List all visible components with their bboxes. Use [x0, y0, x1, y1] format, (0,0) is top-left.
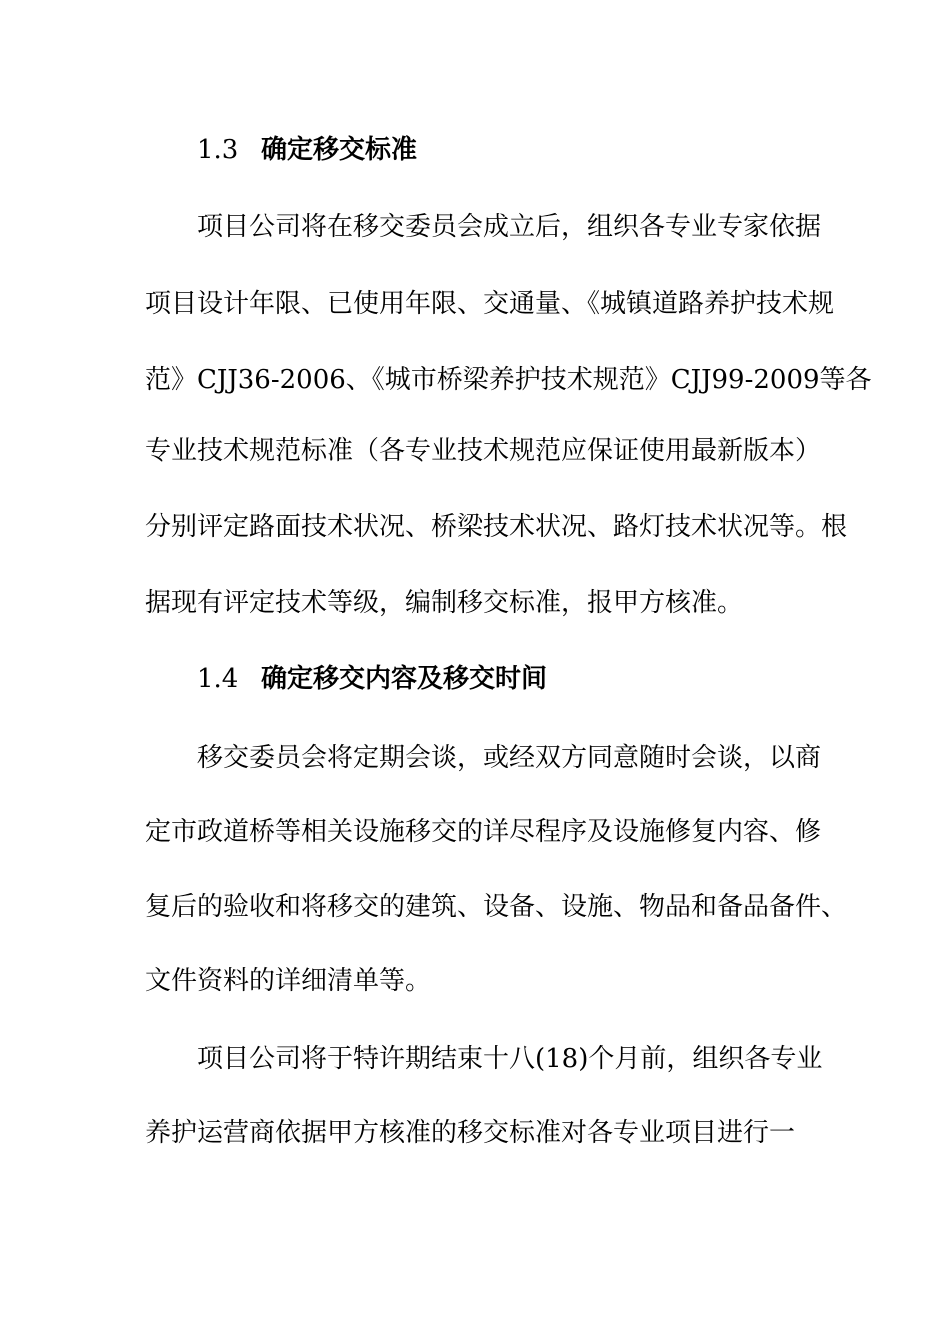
paragraph-line: 文件资料的详细清单等。: [145, 966, 432, 996]
paragraph-line: 范》CJJ36-2006、《城市桥梁养护技术规范》CJJ99-2009等各: [145, 365, 872, 395]
section-title: 确定移交标准: [261, 135, 418, 165]
paragraph-line: 专业技术规范标准（各专业技术规范应保证使用最新版本）: [145, 436, 822, 466]
paragraph-line: 分别评定路面技术状况、桥梁技术状况、路灯技术状况等。根: [145, 512, 848, 542]
paragraph-line: 项目设计年限、已使用年限、交通量、《城镇道路养护技术规: [145, 289, 835, 319]
paragraph-line: 项目公司将在移交委员会成立后，组织各专业专家依据: [197, 212, 822, 242]
paragraph-line: 定市政道桥等相关设施移交的详尽程序及设施修复内容、修: [145, 817, 822, 847]
paragraph-line: 据现有评定技术等级，编制移交标准，报甲方核准。: [145, 588, 744, 618]
paragraph-line: 项目公司将于特许期结束十八(18)个月前，组织各专业: [197, 1044, 823, 1074]
section-number: 1.4: [197, 664, 239, 694]
section-number: 1.3: [197, 135, 239, 165]
paragraph-line: 养护运营商依据甲方核准的移交标准对各专业项目进行一: [145, 1118, 796, 1148]
section-title: 确定移交内容及移交时间: [261, 664, 548, 694]
paragraph-line: 复后的验收和将移交的建筑、设备、设施、物品和备品备件、: [145, 892, 848, 922]
section-heading-1-4: [197, 659, 547, 699]
section-heading-1-3: [197, 130, 417, 170]
paragraph-line: 移交委员会将定期会谈，或经双方同意随时会谈，以商: [197, 743, 822, 773]
